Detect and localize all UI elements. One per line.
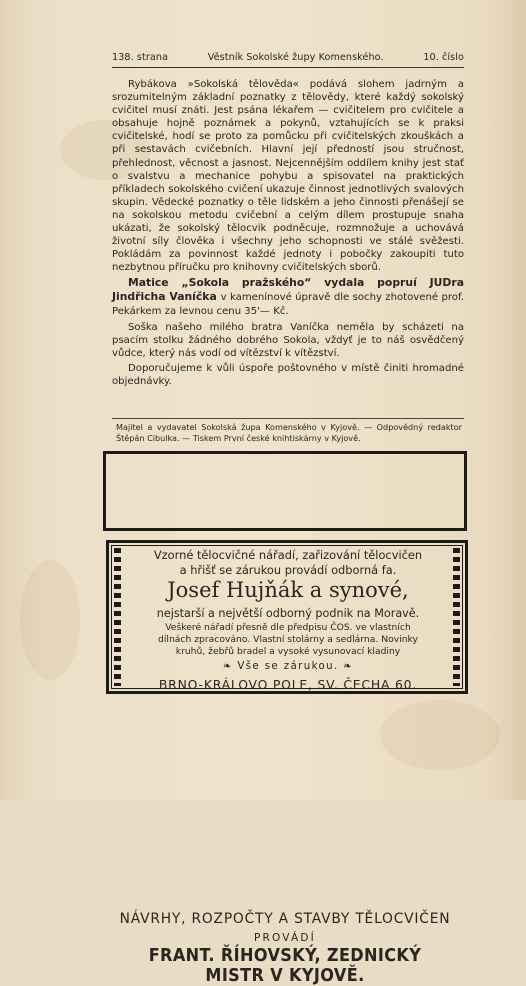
ad-rihovsky-line3: FRANT. ŘÍHOVSKÝ, ZEDNICKÝ MISTR V KYJOVĚ.: [148, 946, 422, 986]
announcement-rest: v kamenínové úpravě dle sochy zhotovené prof. Pekárkem za levnou cenu 35'— Kč.: [112, 291, 464, 318]
issue-number: 10. číslo: [423, 52, 464, 63]
announcement-paragraph: [112, 276, 464, 318]
ad-hujnak-line4: nejstarší a největší odborný podnik na Moravě.: [156, 607, 420, 620]
ad-rihovsky-frame: [103, 451, 467, 531]
ad-hujnak-guarantee: [120, 661, 456, 672]
journal-title: Věstník Sokolské župy Komenského.: [207, 52, 384, 63]
page-number: 138. strana: [112, 52, 169, 63]
announcement-bold: Matice „Sokola pražského“ vydala popruí JUDra Jindřicha Vaníčka: [112, 276, 464, 303]
ad-hujnak-line2: a hřišť se zárukou provádí odborná fa.: [179, 563, 397, 577]
header-rule: [112, 67, 464, 68]
ad-hujnak-line7: kruhů, žebřů bradel a vysoké vysunovací kladiny: [175, 646, 401, 657]
ad-hujnak-line1: Vzorné tělocvičné nářadí, zařizování tělocvičen: [153, 548, 423, 562]
imprint: Majitel a vydavatel Sokolská župa Komenského v Kyjově. — Odpovědný redaktor Štěpán Cibulka. — Tiskem První české knihtiskárny v Kyjově.: [116, 422, 462, 443]
page-header: [112, 52, 464, 63]
paragraph: Soška našeho milého bratra Vaníčka neměla by scházeti na psacím stolku žádného dobrého Sokola, vždyť je to náš osvědčený vůdce, který nás vodí od vítězství k vítězství.: [112, 321, 464, 359]
ad-hujnak-line5: Veškeré nářadí přesně dle předpisu ČOS. ve vlastních: [165, 622, 411, 633]
paragraph: Rybákova »Sokolská tělověda« podává slohem jadrným a srozumitelným základní poznatky z tělovědy, které každý sokolský cvičitel musí znáti. Jest psána lékařem — cvičitelem pro cvičitele a obsahuje hojně poznámek a pokynů, vztahujících se k praksi cvičitelské, hodí se proto za pomůcku při cvičitelských zkouškách a při sestavách cvičebních. Hlavní její předností jsou stručnost, přehlednost, věcnost a jasnost. Nejcennějším oddílem knihy jest stať o svalstvu a mechanice pohybu a spisovatel na praktických příkladech sokolského cvičení ukazuje činnost jednotlivých svalových skupin. Vědecké poznatky o těle lidském a jeho činnosti přenášejí se na sokolskou metodu cvičební a celým dílem prostupuje snaha ukázati, že sokolský tělocvik podněcuje, rozmnožuje a uchovává životní síly člověka i všechny jeho schopnosti ve stálé svěžesti. Pokládám za povinnost každé jednoty i pobočky zakoupiti tuto nezbytnou příručku pro knihovny cvičitelských sborů.: [112, 79, 464, 274]
ad-hujnak-line6: dílnách zpracováno. Vlastní stolárny a sedlárna. Novinky: [158, 634, 418, 645]
ad-hujnak-address: BRNO-KRÁLOVO POLE, SV. ČECHA 60.: [158, 677, 418, 692]
article-body: [112, 78, 464, 390]
paper-stain: [380, 700, 500, 770]
ad-rihovsky-line1: NÁVRHY, ROZPOČTY A STAVBY TĚLOCVIČEN: [119, 911, 451, 927]
leaf-ornament-icon: ❧: [343, 661, 354, 672]
imprint-rule: [112, 418, 464, 419]
paper-stain: [20, 560, 80, 680]
ad-rihovsky-line2: PROVÁDÍ: [254, 932, 316, 944]
ad-hujnak-line8: Vše se zárukou.: [237, 661, 339, 672]
leaf-ornament-icon: ❧: [222, 661, 233, 672]
paragraph: Doporučujeme k vůli úspoře poštovného v místě činiti hromadné objednávky.: [112, 362, 464, 387]
ad-hujnak-company-name: Josef Hujňák a synové,: [167, 578, 409, 602]
